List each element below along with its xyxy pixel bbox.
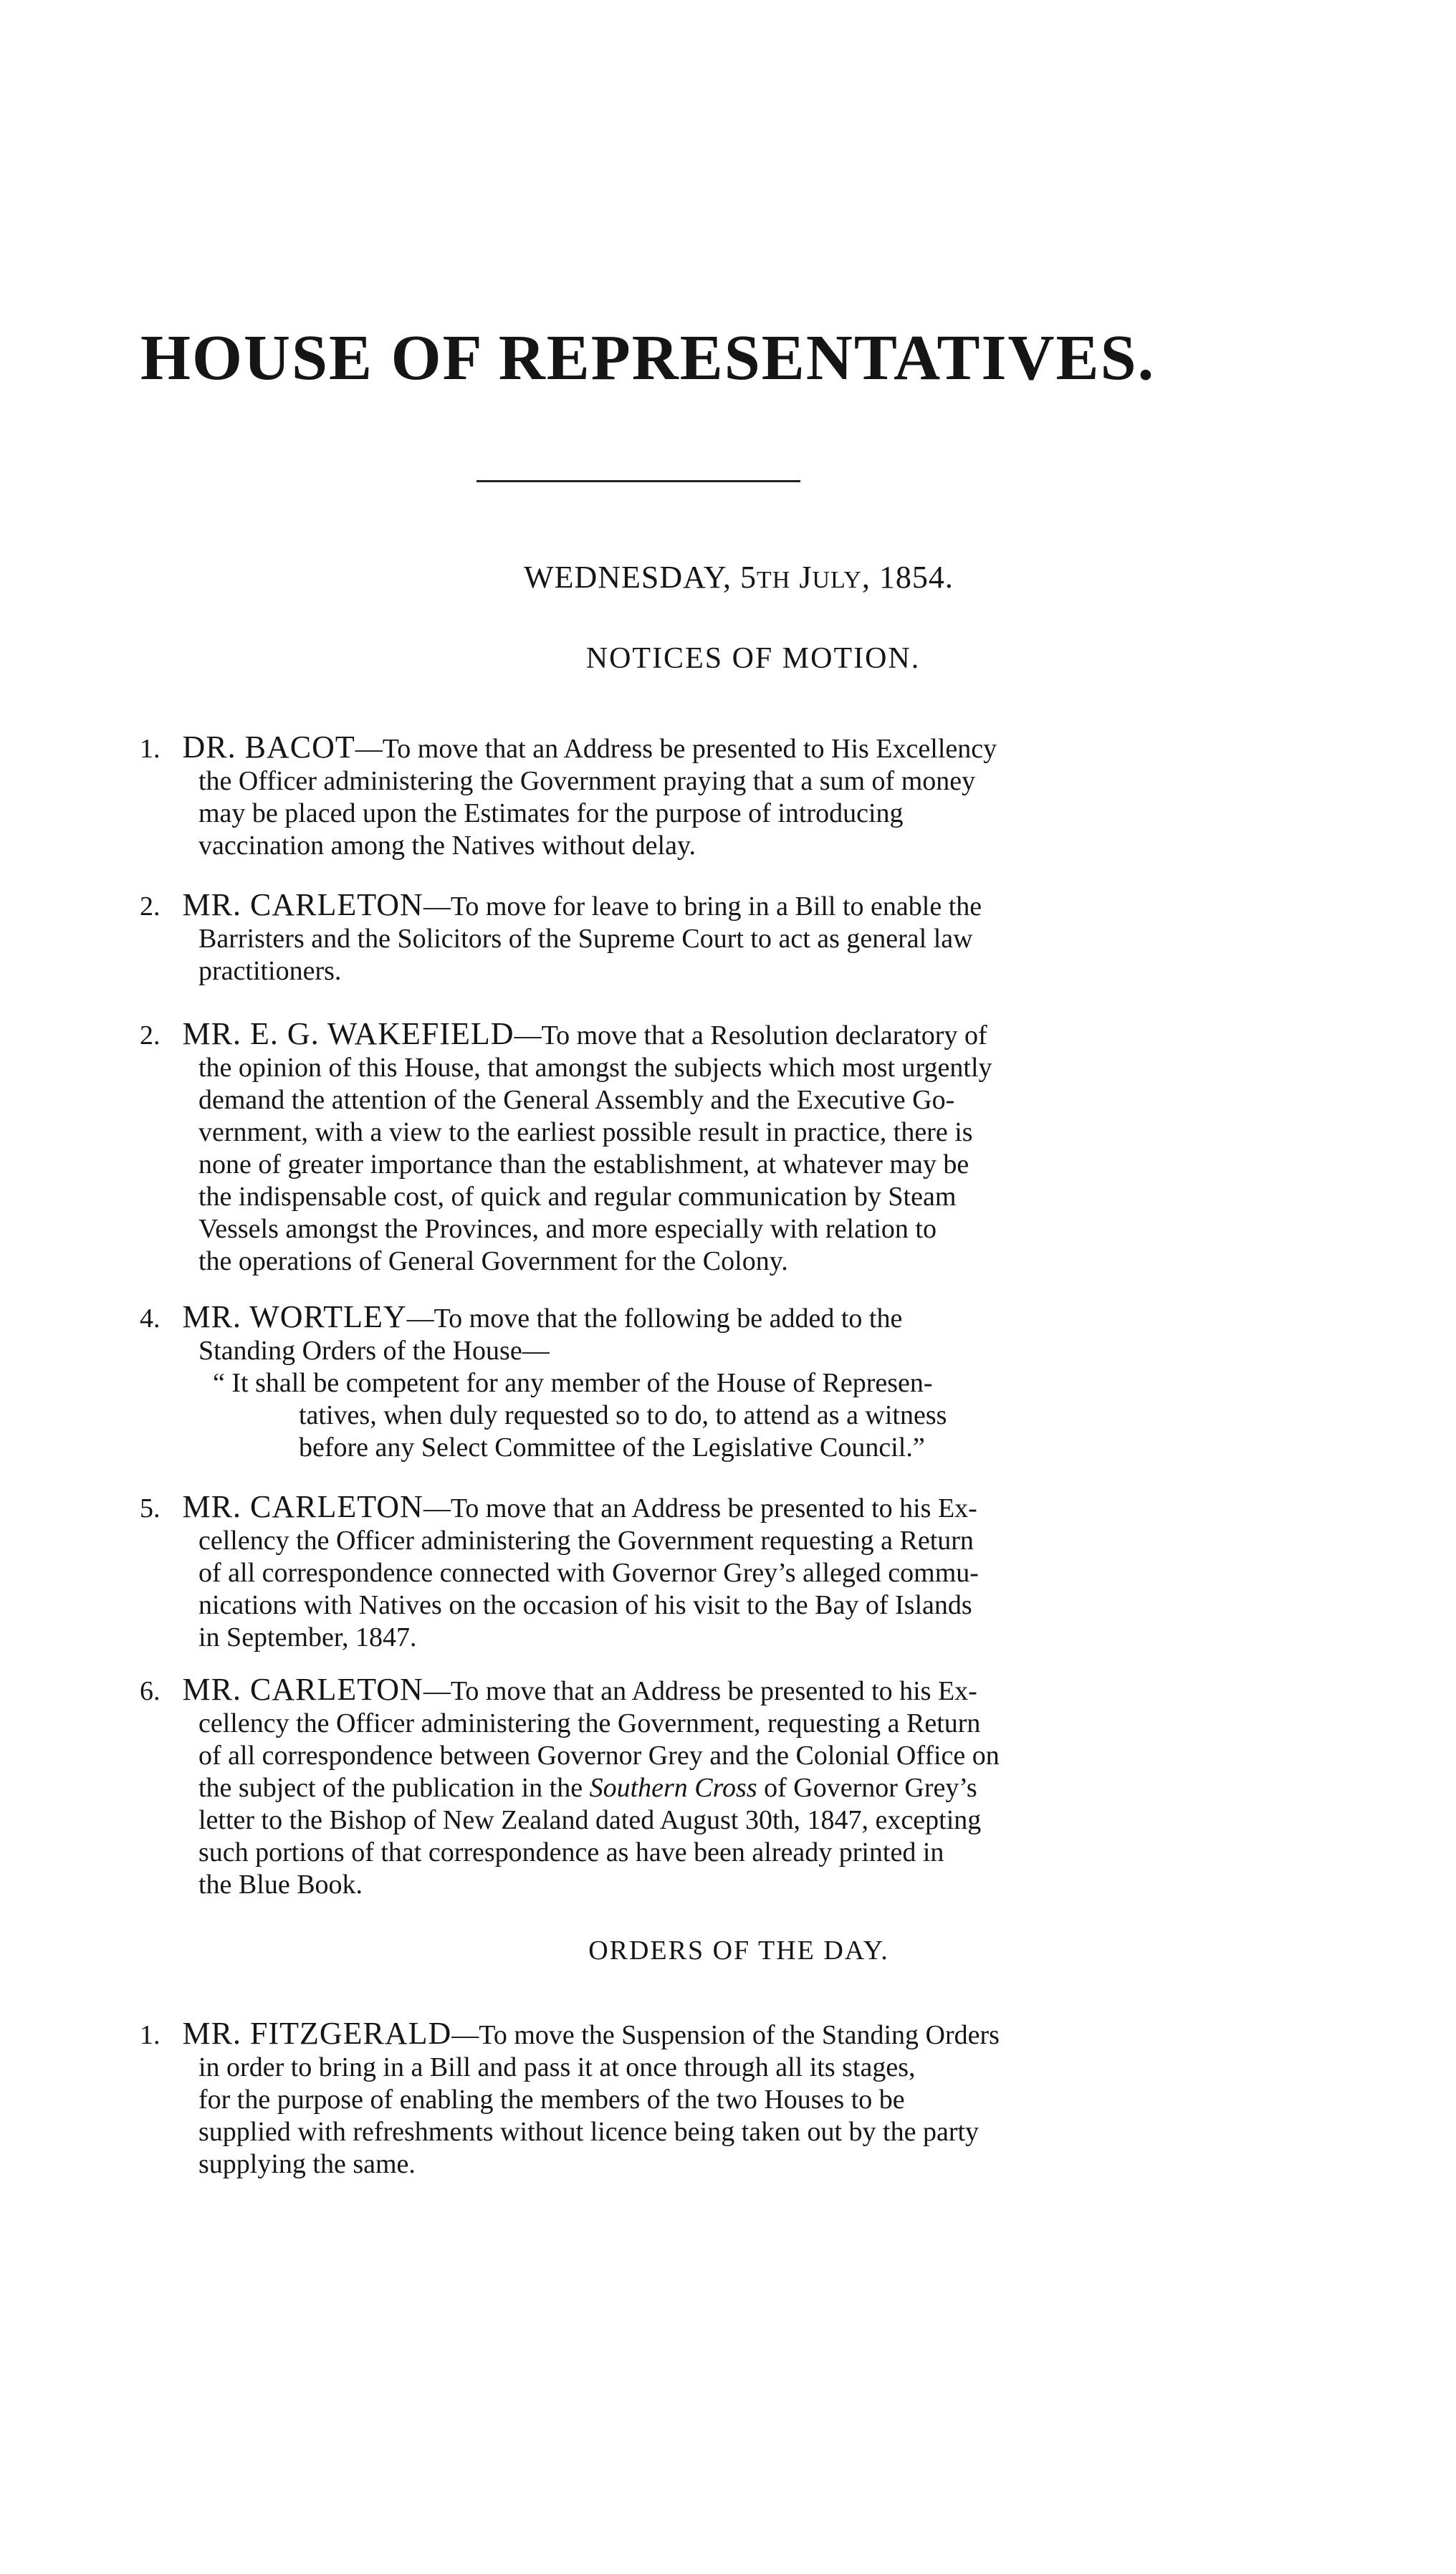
notice-line: may be placed upon the Estimates for the purpose of introducing — [198, 798, 904, 828]
orders-heading: ORDERS OF THE DAY. — [588, 1936, 889, 1966]
notice-line: the indispensable cost, of quick and regular communication by Steam — [198, 1182, 957, 1212]
notice-line: such portions of that correspondence as have been already printed in — [198, 1837, 944, 1867]
notice-speaker: MR. E. G. WAKEFIELD — [182, 1016, 514, 1051]
notice-number: 4. — [140, 1303, 161, 1334]
notice-line: demand the attention of the General Assembly and the Executive Go- — [198, 1085, 955, 1115]
order-number: 1. — [140, 2020, 161, 2050]
page-title: HOUSE OF REPRESENTATIVES. — [140, 322, 1156, 393]
notices-heading: NOTICES OF MOTION. — [585, 642, 921, 675]
notice-text: —To move that the following be added to the — [406, 1303, 903, 1334]
notice-line: nications with Natives on the occasion of his visit to the Bay of Islands — [198, 1590, 972, 1620]
notice-first-line — [140, 731, 1200, 765]
notice-item — [140, 1673, 1200, 1901]
notice-item — [140, 1491, 1200, 1654]
notice-speaker: MR. CARLETON — [182, 887, 423, 922]
notice-text: —To move that an Address be presented to his Ex- — [423, 1676, 977, 1706]
notice-line — [140, 1772, 1200, 1804]
divider-rule — [476, 480, 800, 482]
order-text: —To move the Suspension of the Standing Orders — [451, 2020, 1000, 2050]
order-line: supplying the same. — [198, 2149, 416, 2179]
notice-speaker: MR. CARLETON — [182, 1489, 423, 1524]
notice-line: vernment, with a view to the earliest possible result in practice, there is — [198, 1117, 973, 1147]
order-first-line — [140, 2017, 1200, 2052]
notice-line: none of greater importance than the establishment, at whatever may be — [198, 1149, 969, 1180]
notice-line: Barristers and the Solicitors of the Supreme Court to act as general law — [198, 924, 973, 954]
notice-number: 2. — [140, 891, 161, 922]
notice-speaker: MR. WORTLEY — [182, 1299, 407, 1334]
notice-line: the operations of General Government for the Colony. — [198, 1246, 788, 1276]
order-speaker: MR. FITZGERALD — [182, 2016, 452, 2051]
notice-speaker: MR. CARLETON — [182, 1672, 423, 1707]
notice-item — [140, 731, 1200, 862]
notice-line: Vessels amongst the Provinces, and more especially with relation to — [198, 1214, 937, 1244]
notice-line: the Officer administering the Government praying that a sum of money — [198, 766, 976, 796]
notice-first-line — [140, 1491, 1200, 1525]
notice-line: the Blue Book. — [198, 1870, 363, 1900]
order-item — [140, 2017, 1200, 2181]
notice-first-line — [140, 1673, 1200, 1708]
notice-line: the opinion of this House, that amongst the subjects which most urgently — [198, 1053, 992, 1083]
notice-text: —To move that an Address be presented to His Excellency — [355, 734, 997, 764]
notice-first-line — [140, 1018, 1200, 1052]
notice-line: cellency the Officer administering the Government, requesting a Return — [198, 1708, 981, 1738]
notice-text: —To move that an Address be presented to his Ex- — [423, 1493, 977, 1523]
notice-text: the subject of the publication in the — [198, 1773, 590, 1803]
notice-number: 1. — [140, 734, 161, 764]
sitting-date: WEDNESDAY, 5TH JULY, 1854. — [524, 560, 954, 595]
notice-item — [140, 1301, 1200, 1464]
notice-text: —To move that a Resolution declaratory of — [514, 1020, 987, 1051]
notice-first-line — [140, 1301, 1200, 1335]
notice-number: 2. — [140, 1020, 161, 1051]
notice-first-line — [140, 889, 1200, 923]
notice-item — [140, 1018, 1200, 1278]
notice-item — [140, 889, 1200, 987]
quoted-order-line: tatives, when duly requested so to do, to attend as a witness — [299, 1400, 947, 1430]
notice-line: cellency the Officer administering the Government requesting a Return — [198, 1526, 974, 1556]
notice-text: —To move for leave to bring in a Bill to enable the — [423, 891, 982, 922]
notice-line: Standing Orders of the House— — [198, 1336, 550, 1366]
order-line: supplied with refreshments without licence being taken out by the party — [198, 2117, 980, 2147]
newspaper-title: Southern Cross — [589, 1773, 757, 1803]
notice-speaker: DR. BACOT — [182, 729, 355, 765]
order-line: in order to bring in a Bill and pass it at once through all its stages, — [198, 2052, 916, 2082]
notice-text: of Governor Grey’s — [757, 1773, 977, 1803]
notice-line: in September, 1847. — [198, 1622, 417, 1652]
notice-line: letter to the Bishop of New Zealand dated August 30th, 1847, excepting — [198, 1805, 982, 1835]
notice-number: 6. — [140, 1676, 161, 1706]
notice-line: of all correspondence between Governor Grey and the Colonial Office on — [198, 1741, 1000, 1771]
notice-number: 5. — [140, 1493, 161, 1523]
notice-line: practitioners. — [198, 956, 342, 986]
quoted-order-line: “ It shall be competent for any member of the House of Represen- — [213, 1368, 933, 1398]
notice-line: of all correspondence connected with Governor Grey’s alleged commu- — [198, 1558, 979, 1588]
notice-line: vaccination among the Natives without delay. — [198, 831, 696, 861]
quoted-order-line: before any Select Committee of the Legislative Council.” — [299, 1432, 925, 1463]
order-line: for the purpose of enabling the members of the two Houses to be — [198, 2085, 905, 2115]
